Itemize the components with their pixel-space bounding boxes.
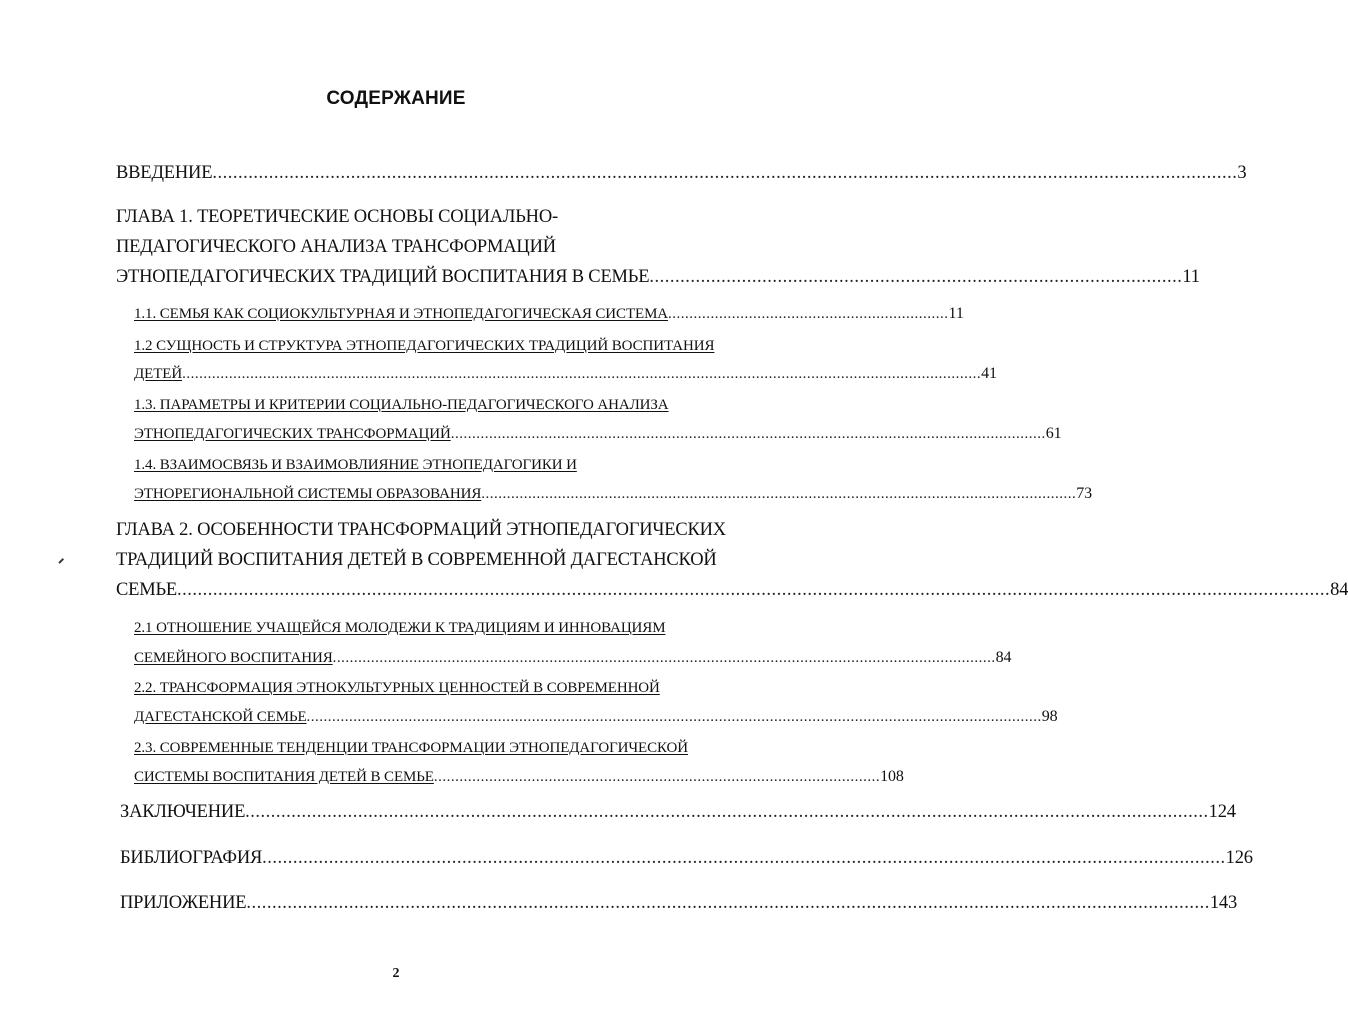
chapter1-line3: ЭТНОПЕДАГОГИЧЕСКИХ ТРАДИЦИЙ ВОСПИТАНИЯ В СЕМЬЕ [116,267,650,287]
toc-entry-label: ПРИЛОЖЕНИЕ [120,893,247,913]
toc-section-1-4[interactable] [134,481,1093,507]
leader-dots: ............................................................................................................................................ [481,486,1077,502]
toc-section-2-3[interactable] [134,764,904,790]
section-title-cont: СИСТЕМЫ ВОСПИТАНИЯ ДЕТЕЙ В СЕМЬЕ [134,769,434,785]
leader-dots: .................................................................. [668,306,949,322]
section-page: 98 [1041,708,1058,725]
section-page: 73 [1076,485,1093,502]
toc-section-1-2[interactable] [134,361,997,387]
toc-entry-label: БИБЛИОГРАФИЯ [120,848,263,868]
toc-entry-page: 3 [1237,163,1247,183]
chapter1-line2[interactable]: ПЕДАГОГИЧЕСКОГО АНАЛИЗА ТРАНСФОРМАЦИЙ [116,237,556,257]
toc-entry-appendix[interactable] [120,890,1238,916]
toc-entry-conclusion[interactable] [120,799,1236,825]
section-title: 1.1. СЕМЬЯ КАК СОЦИОКУЛЬТУРНАЯ И ЭТНОПЕДАГОГИЧЕСКАЯ СИСТЕМА [134,306,669,322]
leader-dots: ................................................................................................................................................................................................................................. [177,580,1331,600]
section-title-cont: ДАГЕСТАНСКОЙ СЕМЬЕ [134,709,307,725]
toc-entry-chapter1[interactable] [116,264,1200,290]
leader-dots: ........................................................................................................ [649,267,1183,287]
leader-dots: ............................................................................................................................................................ [332,650,996,666]
section-page: 11 [948,305,964,322]
chapter1-line1[interactable]: ГЛАВА 1. ТЕОРЕТИЧЕСКИЕ ОСНОВЫ СОЦИАЛЬНО- [116,207,558,227]
toc-section-1-3[interactable] [134,421,1062,447]
toc-section-1-3-line1[interactable] [134,392,669,418]
leader-dots: ............................................................................................................................................................................................ [262,848,1226,868]
toc-entry-page: 11 [1182,267,1200,287]
toc-entry-bibliography[interactable] [120,845,1253,871]
section-title-cont: СЕМЕЙНОГО ВОСПИТАНИЯ [134,650,333,666]
toc-entry-label: ЗАКЛЮЧЕНИЕ [120,802,246,822]
toc-entry-page: 126 [1225,848,1253,868]
toc-entry-label: ВВЕДЕНИЕ [116,163,213,183]
toc-section-1-2-line1[interactable] [134,333,714,359]
toc-section-2-2-line1[interactable] [134,675,660,701]
section-page: 108 [880,768,904,785]
toc-entry-page: 124 [1208,802,1236,822]
section-title: 1.2 СУЩНОСТЬ И СТРУКТУРА ЭТНОПЕДАГОГИЧЕСКИХ ТРАДИЦИЙ ВОСПИТАНИЯ [134,338,715,354]
toc-section-2-2[interactable] [134,704,1058,730]
section-title: 2.2. ТРАНСФОРМАЦИЯ ЭТНОКУЛЬТУРНЫХ ЦЕННОСТЕЙ В СОВРЕМЕННОЙ [134,680,660,696]
leader-dots: ............................................................................................................................................................................................ [246,893,1210,913]
toc-entry-page: 84 [1330,580,1348,600]
toc-section-1-4-line1[interactable] [134,452,577,478]
section-title-cont: ДЕТЕЙ [134,366,183,382]
toc-section-2-3-line1[interactable] [134,735,688,761]
section-title-cont: ЭТНОПЕДАГОГИЧЕСКИХ ТРАНСФОРМАЦИЙ [134,426,451,442]
chapter2-line2[interactable]: ТРАДИЦИЙ ВОСПИТАНИЯ ДЕТЕЙ В СОВРЕМЕННОЙ ДАГЕСТАНСКОЙ [116,550,717,570]
toc-section-2-1[interactable] [134,645,1012,671]
section-page: 84 [995,649,1012,666]
stray-pen-mark [58,558,63,563]
chapter2-line3: СЕМЬЕ [116,580,178,600]
leader-dots: ............................................................................................................................................ [450,426,1046,442]
section-page: 61 [1045,425,1062,442]
toc-section-2-1-line1[interactable] [134,615,665,641]
leader-dots: ............................................................................................................................................................................. [306,709,1042,725]
section-title-cont: ЭТНОРЕГИОНАЛЬНОЙ СИСТЕМЫ ОБРАЗОВАНИЯ [134,486,482,502]
toc-entry-intro[interactable] [116,160,1247,186]
page-title: СОДЕРЖАНИЕ [326,88,466,109]
leader-dots: ............................................................................................................................................................................................ [182,366,982,382]
leader-dots: ........................................................................................................................................................................................................ [212,163,1238,183]
chapter2-line1[interactable]: ГЛАВА 2. ОСОБЕННОСТИ ТРАНСФОРМАЦИЙ ЭТНОПЕДАГОГИЧЕСКИХ [116,520,726,540]
toc-entry-page: 143 [1209,893,1238,913]
section-page: 41 [981,365,997,382]
leader-dots: ......................................................................................................... [433,769,881,785]
section-title: 1.3. ПАРАМЕТРЫ И КРИТЕРИИ СОЦИАЛЬНО-ПЕДАГОГИЧЕСКОГО АНАЛИЗА [134,397,669,413]
leader-dots: ............................................................................................................................................................................................ [245,802,1209,822]
toc-entry-chapter2[interactable] [116,577,1348,603]
page-number: 2 [392,966,400,981]
section-title: 2.3. СОВРЕМЕННЫЕ ТЕНДЕНЦИИ ТРАНСФОРМАЦИИ ЭТНОПЕДАГОГИЧЕСКОЙ [134,740,689,756]
section-title: 1.4. ВЗАИМОСВЯЗЬ И ВЗАИМОВЛИЯНИЕ ЭТНОПЕДАГОГИКИ И [134,457,577,473]
section-title: 2.1 ОТНОШЕНИЕ УЧАЩЕЙСЯ МОЛОДЕЖИ К ТРАДИЦИЯМ И ИННОВАЦИЯМ [134,620,666,636]
toc-section-1-1[interactable] [134,301,964,327]
